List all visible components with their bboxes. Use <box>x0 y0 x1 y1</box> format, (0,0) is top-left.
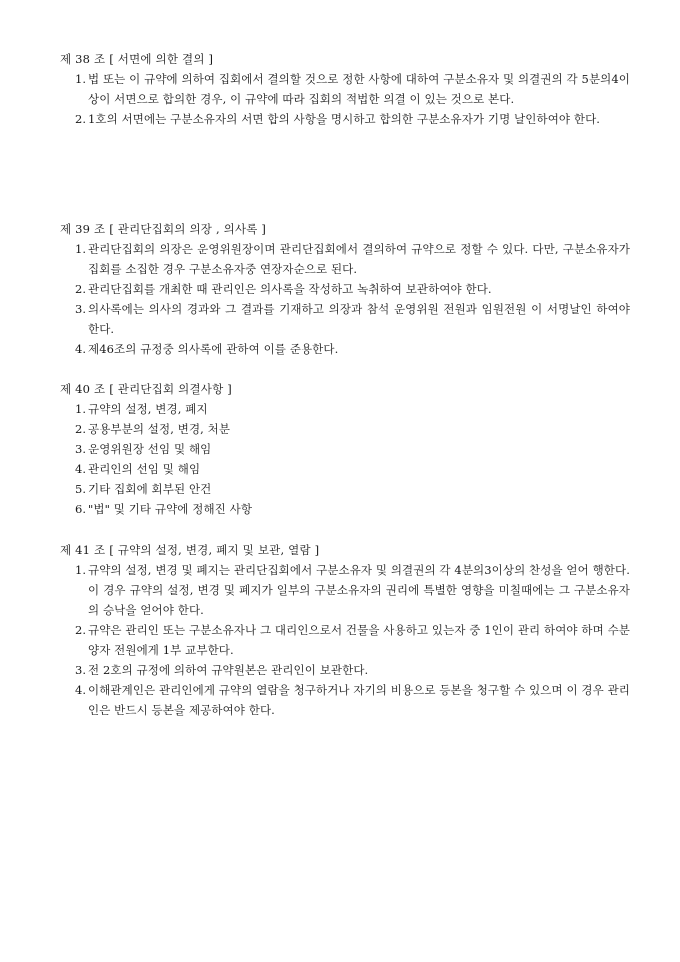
item-number: 4. <box>75 462 87 476</box>
item-number: 4. <box>75 342 87 356</box>
article-item <box>60 299 630 339</box>
article-41 <box>60 540 630 720</box>
item-text: 이해관계인은 관리인에게 규약의 열람을 청구하거나 자기의 비용으로 등본을 청구할 수 있으며 이 경우 관리인은 반드시 등본을 제공하여야 한다. <box>88 683 631 717</box>
item-text: 법 또는 이 규약에 의하여 집회에서 결의할 것으로 정한 사항에 대하여 구분소유자 및 의결권의 각 5분의4이상이 서면으로 합의한 경우, 이 규약에 따라 집회의 적법한 의결 이 있는 것으로 본다. <box>88 72 630 106</box>
item-number: 2. <box>75 422 87 436</box>
article-title: 제 40 조 [ 관리단집회 의결사항 ] <box>60 382 232 396</box>
article-item <box>60 339 630 359</box>
item-number: 1. <box>75 402 87 416</box>
article-item <box>60 279 630 299</box>
item-number: 4. <box>75 683 87 697</box>
article-item <box>60 239 630 279</box>
item-number: 5. <box>75 482 87 496</box>
article-item <box>60 109 630 129</box>
item-text: 기타 집회에 회부된 안건 <box>88 482 212 496</box>
article-title: 제 38 조 [ 서면에 의한 결의 ] <box>60 52 214 66</box>
item-text: "법" 및 기타 규약에 정해진 사항 <box>88 502 253 516</box>
item-number: 2. <box>75 112 87 126</box>
item-text: 관리단집회의 의장은 운영위원장이며 관리단집회에서 결의하여 규약으로 정할 수 있다. 다만, 구분소유자가 집회를 소집한 경우 구분소유자중 연장자순으로 된다. <box>88 242 630 276</box>
article-item <box>60 419 630 439</box>
item-text: 전 2호의 규정에 의하여 규약원본은 관리인이 보관한다. <box>88 663 369 677</box>
item-number: 1. <box>75 563 87 577</box>
item-text: 규약의 설정, 변경 및 폐지는 관리단집회에서 구분소유자 및 의결권의 각 4분의3이상의 찬성을 얻어 행한다. 이 경우 규약의 설정, 변경 및 폐지가 일부의 구분소유자의 권리에 특별한 영향을 미칠때에는 그 구분소유자의 승낙을 얻어야 한다. <box>88 563 630 617</box>
article-item <box>60 680 630 720</box>
article-38 <box>60 49 630 129</box>
article-item-list <box>60 69 630 129</box>
item-number: 6. <box>75 502 87 516</box>
item-number: 3. <box>75 663 87 677</box>
item-number: 3. <box>75 442 87 456</box>
article-item <box>60 439 630 459</box>
article-40 <box>60 379 630 519</box>
article-item-list <box>60 560 630 720</box>
item-text: 관리인의 선임 및 해임 <box>88 462 201 476</box>
article-item <box>60 69 630 109</box>
item-number: 2. <box>75 623 87 637</box>
article-39 <box>60 219 630 359</box>
item-number: 1. <box>75 72 87 86</box>
article-item-list <box>60 399 630 519</box>
item-text: 1호의 서면에는 구분소유자의 서면 합의 사항을 명시하고 합의한 구분소유자가 기명 날인하여야 한다. <box>88 112 601 126</box>
item-text: 공용부분의 설정, 변경, 처분 <box>88 422 231 436</box>
item-number: 3. <box>75 302 87 316</box>
item-text: 규약의 설정, 변경, 폐지 <box>88 402 208 416</box>
article-item <box>60 499 630 519</box>
article-title: 제 39 조 [ 관리단집회의 의장 , 의사록 ] <box>60 222 267 236</box>
item-text: 규약은 관리인 또는 구분소유자나 그 대리인으로서 건물을 사용하고 있는자 중 1인이 관리 하여야 하며 수분양자 전원에게 1부 교부한다. <box>88 623 630 657</box>
article-item <box>60 399 630 419</box>
item-number: 1. <box>75 242 87 256</box>
article-item <box>60 459 630 479</box>
item-text: 운영위원장 선임 및 해임 <box>88 442 212 456</box>
article-item <box>60 660 630 680</box>
item-text: 제46조의 규정중 의사록에 관하여 이를 준용한다. <box>88 342 339 356</box>
article-title: 제 41 조 [ 규약의 설정, 변경, 폐지 및 보관, 열람 ] <box>60 543 320 557</box>
article-item-list <box>60 239 630 359</box>
item-text: 관리단집회를 개최한 때 관리인은 의사록을 작성하고 녹취하여 보관하여야 한다. <box>88 282 492 296</box>
article-item <box>60 560 630 620</box>
item-text: 의사록에는 의사의 경과와 그 결과를 기재하고 의장과 참석 운영위원 전원과 임원전원 이 서명날인 하여야 한다. <box>88 302 630 336</box>
item-number: 2. <box>75 282 87 296</box>
article-item <box>60 620 630 660</box>
article-item <box>60 479 630 499</box>
